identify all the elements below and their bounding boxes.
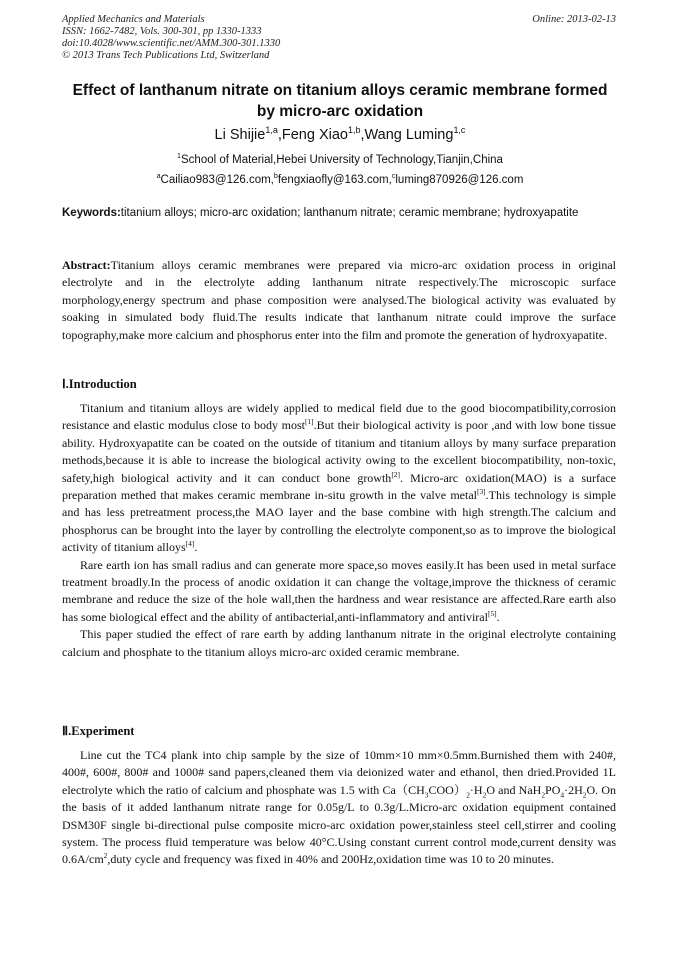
citation: [4] — [185, 539, 195, 549]
subscript: 2 — [482, 790, 487, 800]
subscript: 2 — [582, 790, 587, 800]
paragraph-text: ·H — [469, 782, 483, 797]
paragraph — [62, 400, 616, 557]
experiment-body — [62, 747, 616, 869]
abstract-text: Titanium alloys ceramic membranes were prepared via micro-arc oxidation process in original electrolyte and in the electrolyte adding lanthanum nitrate respectively.The microscopic surface morphology,energy spectrum and phase composition were analysed.The biological activity was evaluated by soaking in simulated body fluid.The results indicate that lanthanum nitrate could improve the surface topography,make more calcium and phosphorus enter into the film and promote the generation of hydroxyapatite. — [62, 258, 616, 342]
paragraph — [62, 747, 616, 869]
paragraph-text: . Micro-arc oxidation(MAO) is a surface preparation methed that makes ceramic membrane in-situ growth in the valve metal — [62, 470, 616, 503]
journal-header — [62, 14, 618, 62]
email-address: Cailiao983@126.com, — [160, 174, 274, 186]
email-mark: a — [156, 172, 161, 181]
citation: [3] — [476, 487, 486, 497]
citation: [5] — [487, 608, 497, 618]
abstract-label: Abstract: — [62, 258, 111, 272]
email-address: luming870926@126.com — [395, 174, 524, 186]
subscript: 2 — [466, 790, 470, 800]
paragraph-text: . — [496, 609, 500, 624]
paragraph-text: .But their biological activity is poor ,and with low bone tissue ability. Hydroxyapatite can be coated on the outside of titanium and titanium alloys by many surface preparation methods,because it is able to increase the biological activity owing to the excellent biocompatibility, non-toxic, safety,high biological activity and it can conduct bone growth — [62, 418, 617, 485]
citation: [2] — [391, 469, 400, 479]
paragraph-text: Rare earth ion has small radius and can generate more space,so moves easily.It has been used in metal surface treatment broadly.In the process of anodic oxidation it can change the voltage,improve the thickness of ceramic membrane and reduce the size of the hole wall,then the hardness and wear resistance are affected.Rare earth also has some biological effect and the ability of antibacterial,anti-inflammatory and antiviral — [62, 557, 616, 624]
email-list — [62, 173, 618, 187]
issn-line: ISSN: 1662-7482, Vols. 300-301, pp 1330-1333 — [62, 26, 262, 37]
subscript: 2 — [541, 790, 546, 800]
doi-line: doi:10.4028/www.scientific.net/AMM.300-301.1330 — [62, 38, 281, 49]
author-name: Li Shijie — [214, 127, 266, 143]
keywords-label: Keywords: — [62, 207, 121, 219]
author-name: Wang Luming — [364, 127, 454, 143]
subscript: 3 — [424, 790, 429, 800]
author-name: Feng Xiao — [281, 127, 348, 143]
keywords — [62, 205, 616, 222]
paragraph: This paper studied the effect of rare earth by adding lanthanum nitrate in the original electrolyte containing calcium and phosphate to the titanium alloys micro-arc oxided ceramic membrane. — [62, 627, 616, 659]
paragraph-text: COO） — [428, 782, 467, 797]
section-heading-introduction: Ⅰ.Introduction — [62, 377, 137, 391]
paragraph-text: .This technology is simple and has less pretreatment process,the MAO layer and the base combine with high strength.The calcium and phosphorus can be brought into the layer by controlling the electrolyte component,so as to improve the biological activity of titanium alloys — [62, 488, 616, 555]
paragraph-text: PO — [545, 782, 561, 797]
section-heading-experiment: Ⅱ.Experiment — [62, 724, 135, 738]
paragraph-text: O. On the basis of it added lanthanum nitrate range for 0.05g/L to 0.3g/L.Micro-arc oxidation equipment contained DSM30F single bi-directional pulse composite micro-arc oxidation power,stainless steel cell,stirrer and cooling system. The process fluid temperature was below 40°C.Using constant current control mode,current density was 0.6A/cm — [62, 782, 616, 867]
paper-title: Effect of lanthanum nitrate on titanium alloys ceramic membrane formed by micro-arc oxidation — [72, 82, 608, 120]
email-mark: b — [273, 172, 278, 181]
paragraph-text: . — [194, 540, 198, 555]
paragraph-text: Titanium and titanium alloys are widely applied to medical field due to the good biocompatibility,corrosion resistance and elastic modulus close to body most — [62, 401, 616, 433]
paragraph-text: O and NaH — [486, 782, 542, 797]
abstract — [62, 257, 616, 344]
superscript: 2 — [103, 851, 108, 861]
affil-mark: 1 — [177, 152, 181, 161]
journal-name: Applied Mechanics and Materials — [62, 14, 205, 25]
online-date: Online: 2013-02-13 — [532, 14, 616, 25]
author-affil-mark: 1,b — [347, 125, 361, 136]
affil-text: School of Material,Hebei University of Technology,Tianjin,China — [181, 154, 503, 166]
author-affil-mark: 1,c — [453, 125, 466, 136]
introduction-body — [62, 400, 616, 661]
paragraph-text: Line cut the TC4 plank into chip sample by the size of 10mm×10 mm×0.5mm.Burnished them with 240#, 400#, 600#, 800# and 1000# sand papers,cleaned them via deionized water and ethanol, then dried.Provided 1L electrolyte which the ratio of calcium and phosphate was 1.5 with Ca（CH — [62, 748, 616, 797]
copyright-line: © 2013 Trans Tech Publications Ltd, Switzerland — [62, 50, 270, 61]
paragraph-text: ·2H — [564, 782, 583, 797]
author-list: Li Shijie$^{1,a}$,Feng Xiao$^{1,b}$,Wang Luming$^{1,c}$ — [214, 125, 466, 143]
subscript: 4 — [560, 790, 565, 800]
affiliation — [62, 153, 618, 167]
paragraph-text: ,duty cycle and frequency was fixed in 40% and 200Hz,oxidation time was 10 to 20 minutes. — [107, 852, 554, 867]
citation: [1] — [304, 417, 314, 427]
keywords-text: titanium alloys; micro-arc oxidation; lanthanum nitrate; ceramic membrane; hydroxyapatite — [120, 207, 579, 219]
paragraph — [62, 557, 616, 627]
email-mark: c — [391, 172, 396, 181]
author-affil-mark: 1,a — [265, 125, 278, 136]
email-address: fengxiaofly@163.com, — [277, 174, 392, 186]
